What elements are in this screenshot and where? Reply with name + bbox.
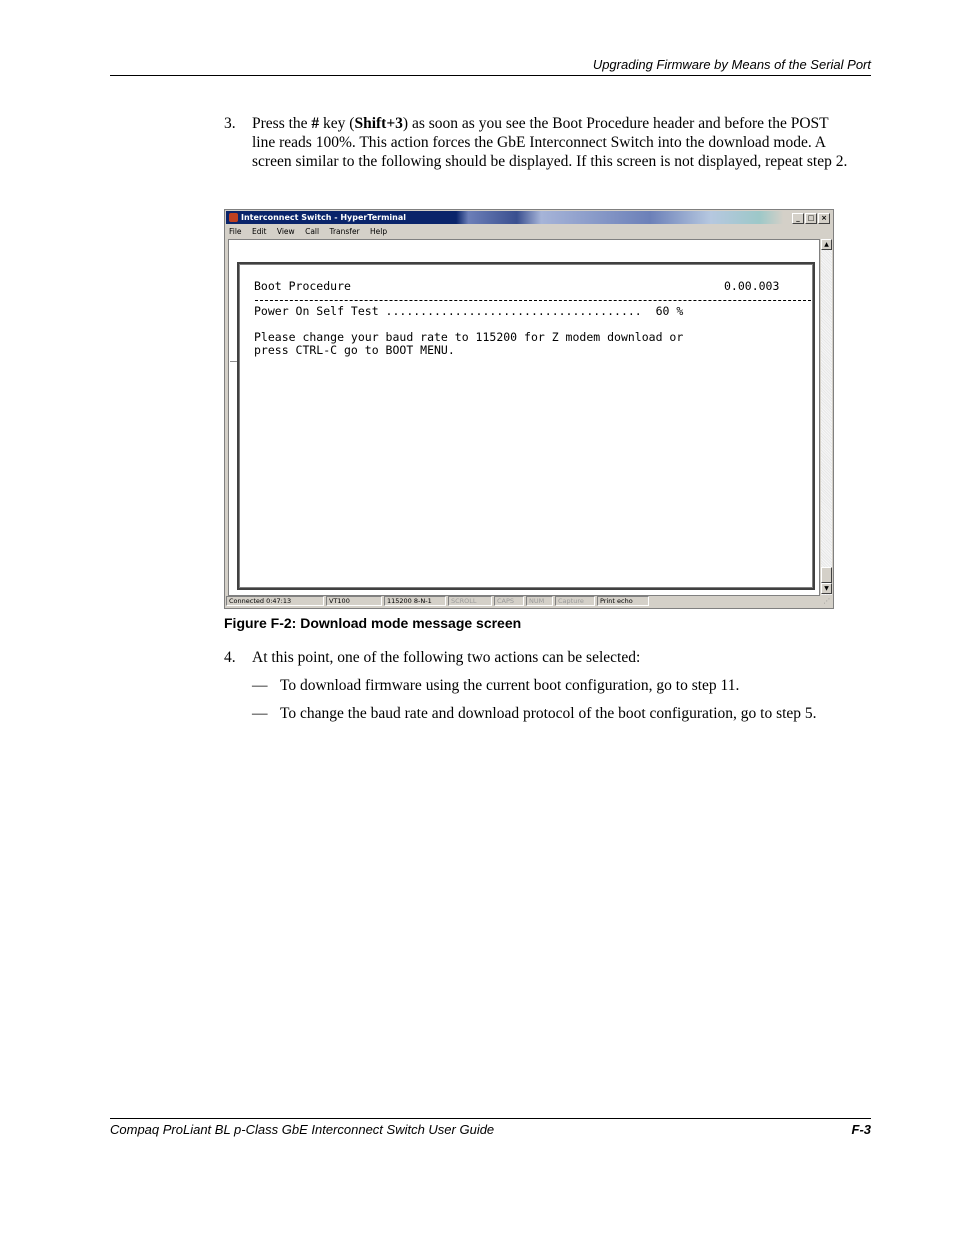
baud-message-line-2: press CTRL-C go to BOOT MENU. bbox=[254, 343, 455, 357]
option-dash: — bbox=[252, 705, 268, 722]
hyperterminal-icon[interactable] bbox=[229, 213, 238, 222]
scroll-up-icon[interactable]: ▲ bbox=[821, 239, 832, 250]
status-num: NUM bbox=[526, 596, 553, 606]
menu-edit[interactable]: Edit bbox=[251, 227, 267, 236]
menu-call[interactable]: Call bbox=[305, 227, 320, 236]
window-title: Interconnect Switch - HyperTerminal bbox=[241, 213, 407, 222]
header-title: Upgrading Firmware by Means of the Serial Port bbox=[592, 57, 871, 72]
step-3-text-b: key ( bbox=[319, 115, 355, 132]
window-controls bbox=[791, 213, 830, 223]
running-footer bbox=[110, 1118, 871, 1137]
status-print-echo: Print echo bbox=[597, 596, 649, 606]
step-4-text: At this point, one of the following two actions can be selected: bbox=[252, 649, 641, 666]
scroll-thumb[interactable] bbox=[821, 567, 832, 583]
terminal-frame bbox=[237, 262, 815, 590]
option-text: To download firmware using the current boot configuration, go to step 11. bbox=[280, 677, 740, 694]
header-rule bbox=[255, 300, 811, 301]
hyperterminal-window bbox=[224, 209, 834, 609]
baud-message-line-1: Please change your baud rate to 115200 for Z modem download or bbox=[254, 330, 684, 344]
footer-title: Compaq ProLiant BL p-Class GbE Interconnect Switch User Guide bbox=[110, 1122, 495, 1137]
menu-file[interactable]: File bbox=[229, 227, 242, 236]
close-button[interactable]: × bbox=[818, 213, 830, 224]
status-caps: CAPS bbox=[494, 596, 524, 606]
step-number: 4. bbox=[224, 649, 236, 666]
key-name: # bbox=[311, 115, 320, 132]
status-emulation: VT100 bbox=[326, 596, 382, 606]
minimize-button[interactable]: _ bbox=[792, 213, 804, 224]
maximize-button[interactable]: □ bbox=[805, 213, 817, 224]
step-3-text-c: ) as soon as you see the Boot Procedure header and before the POST line reads 100%. This action forces the GbE Interconnect Switch into the download mode. A screen similar to the following should be displayed. If this screen is not displayed, repeat step 2. bbox=[252, 115, 848, 170]
menu-help[interactable]: Help bbox=[370, 227, 388, 236]
window-titlebar[interactable] bbox=[226, 211, 832, 224]
step-number: 3. bbox=[224, 115, 236, 132]
step-3-text bbox=[252, 114, 854, 171]
vertical-scrollbar[interactable] bbox=[821, 239, 832, 595]
option-dash: — bbox=[252, 677, 268, 694]
boot-procedure-header: Boot Procedure bbox=[254, 279, 351, 293]
terminal-client-area[interactable] bbox=[228, 239, 820, 596]
menu-transfer[interactable]: Transfer bbox=[329, 227, 360, 236]
post-line: Power On Self Test ..................................... 60 % bbox=[254, 304, 684, 318]
status-settings: 115200 8-N-1 bbox=[384, 596, 446, 606]
resize-grip-icon[interactable]: ⋰ bbox=[823, 597, 830, 605]
menu-bar bbox=[229, 226, 395, 237]
option-text: To change the baud rate and download protocol of the boot configuration, go to step 5. bbox=[280, 705, 817, 722]
boot-version: 0.00.003 bbox=[724, 279, 780, 293]
figure-caption: Figure F-2: Download mode message screen bbox=[224, 615, 522, 631]
status-scroll: SCROLL bbox=[448, 596, 492, 606]
running-header bbox=[110, 57, 871, 76]
status-capture: Capture bbox=[555, 596, 595, 606]
menu-view[interactable]: View bbox=[276, 227, 295, 236]
status-connected: Connected 0:47:13 bbox=[226, 596, 324, 606]
key-combo: Shift+3 bbox=[354, 115, 403, 132]
page-number: F-3 bbox=[851, 1122, 871, 1137]
step-3-text-a: Press the bbox=[252, 115, 312, 132]
scroll-down-icon[interactable]: ▼ bbox=[821, 583, 832, 594]
status-bar bbox=[226, 596, 832, 607]
terminal-cursor: _ bbox=[230, 348, 237, 362]
